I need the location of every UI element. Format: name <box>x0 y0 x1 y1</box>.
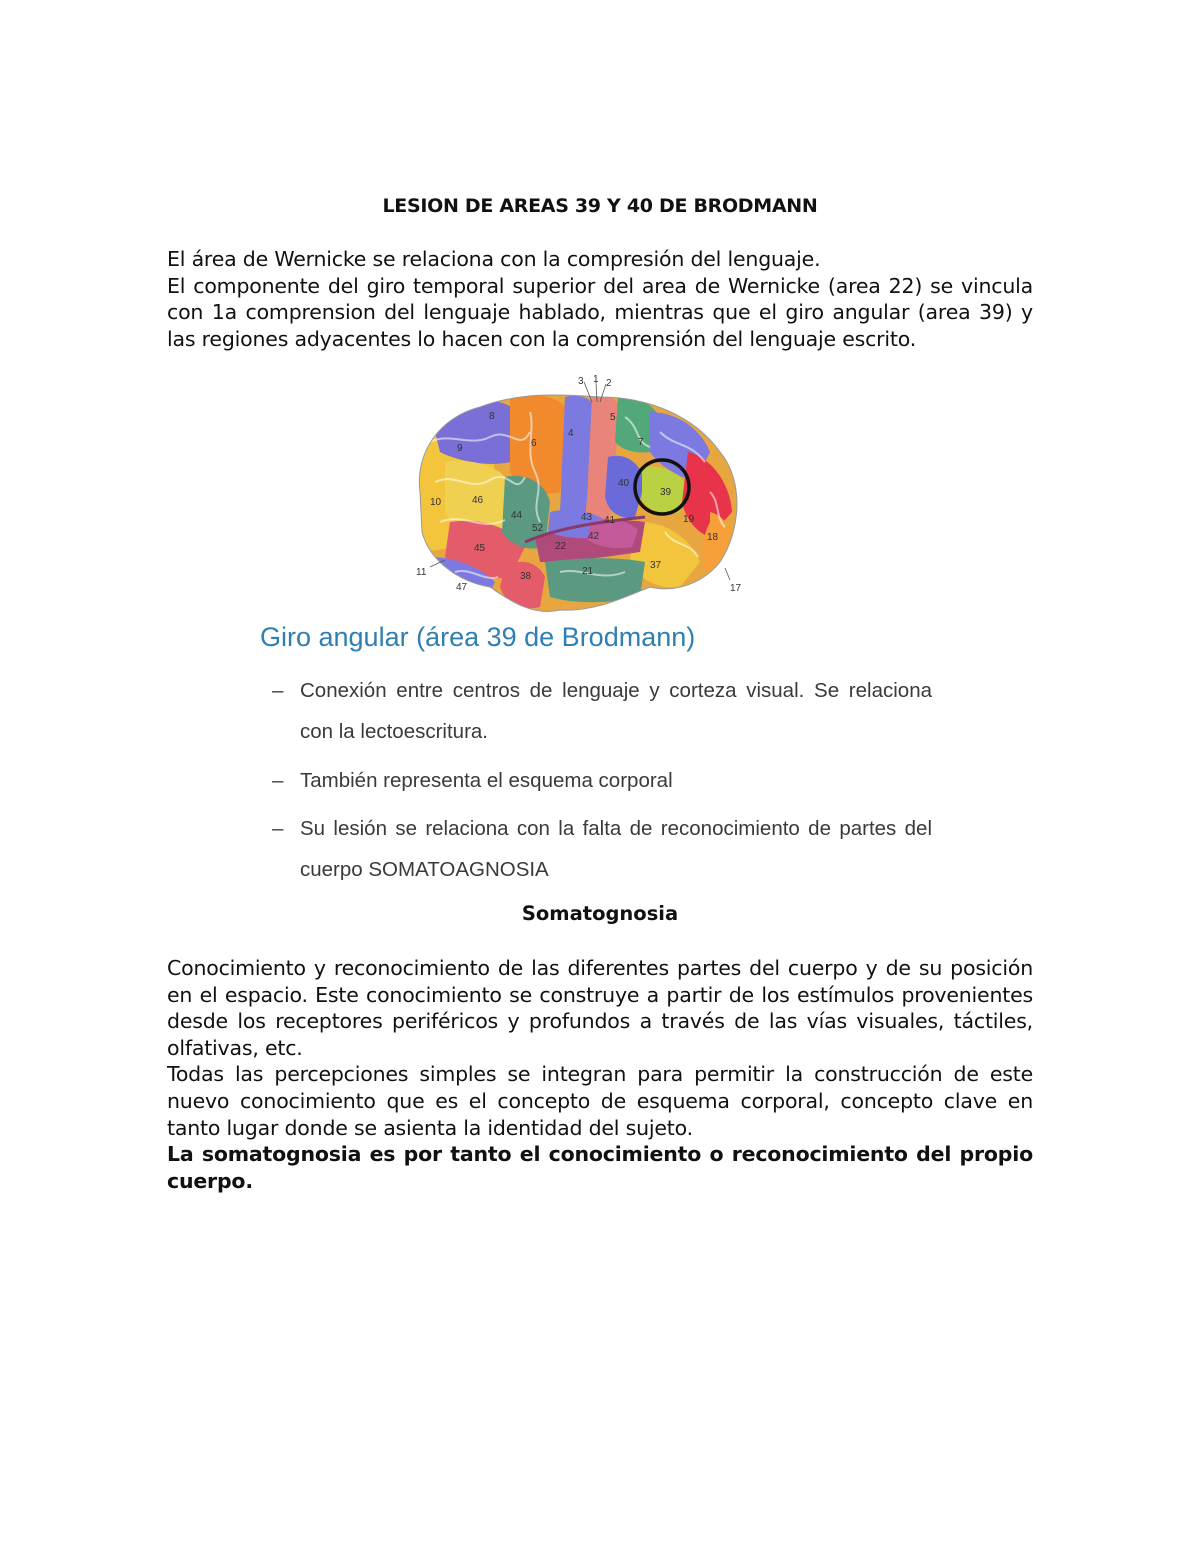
label-area-22: 22 <box>555 541 567 552</box>
label-area-5: 5 <box>610 412 616 423</box>
label-area-4: 4 <box>568 428 574 439</box>
label-area-46: 46 <box>472 495 484 506</box>
label-area-39: 39 <box>660 487 672 498</box>
label-area-38: 38 <box>520 571 532 582</box>
figure-caption: Giro angular (área 39 de Brodmann) <box>260 622 696 652</box>
label-area-17: 17 <box>730 583 742 594</box>
label-area-11: 11 <box>416 567 427 578</box>
intro-paragraph: El componente del giro temporal superior del area de Wernicke (area 22) se vincula con 1a comprension del lenguaje hablado, mientras que el giro angular (area 39) y las regiones adyacentes lo hacen con la comprensión del lenguaje escrito. <box>167 273 1033 351</box>
bullet-text: Conexión entre centros de lenguaje y corteza visual. Se relaciona con la lectoescritura. <box>300 679 932 743</box>
bullet-dash: – <box>272 679 284 702</box>
label-area-18: 18 <box>707 532 719 543</box>
label-area-41: 41 <box>604 515 616 526</box>
intro-line: El área de Wernicke se relaciona con la compresión del lenguaje. <box>167 247 821 271</box>
bullet-dash: – <box>272 769 284 792</box>
bullet-text: También representa el esquema corporal <box>300 769 673 792</box>
bullet-dash: – <box>272 817 284 840</box>
label-area-45: 45 <box>474 543 486 554</box>
label-area-8: 8 <box>489 411 495 422</box>
label-area-9: 9 <box>457 443 463 454</box>
label-area-52: 52 <box>532 523 544 534</box>
section-paragraph-bold: La somatognosia es por tanto el conocimiento o reconocimiento del propio cuerpo. <box>167 1142 1033 1193</box>
section-heading: Somatognosia <box>521 902 679 925</box>
bullet-text: Su lesión se relaciona con la falta de reconocimiento de partes del cuerpo SOMATOAGNOSIA <box>300 817 932 881</box>
label-area-1: 1 <box>593 374 599 385</box>
label-area-47: 47 <box>456 582 468 593</box>
label-area-10: 10 <box>430 497 442 508</box>
section-paragraph-2: Todas las percepciones simples se integran para permitir la construcción de este nuevo conocimiento que es el concepto de esquema corporal, concepto clave en tanto lugar donde se asienta la identidad del sujeto. <box>167 1062 1033 1140</box>
label-area-2: 2 <box>606 378 612 389</box>
brodmann-brain-figure <box>410 372 750 617</box>
label-area-21: 21 <box>582 566 594 577</box>
region-area-38 <box>500 562 545 609</box>
label-area-42: 42 <box>588 531 600 542</box>
label-area-44: 44 <box>511 510 523 521</box>
section-paragraph-1: Conocimiento y reconocimiento de las diferentes partes del cuerpo y de su posición en el espacio. Este conocimiento se construye a partir de los estímulos provenientes desde los receptores periféricos y profundos a través de las vías visuales, táctiles, olfativas, etc. <box>167 956 1033 1060</box>
document-title: LESION DE AREAS 39 Y 40 DE BRODMANN <box>382 195 818 217</box>
label-area-40: 40 <box>618 478 630 489</box>
label-area-19: 19 <box>683 514 695 525</box>
label-area-7: 7 <box>638 437 644 448</box>
label-area-37: 37 <box>650 560 662 571</box>
label-area-43: 43 <box>581 512 593 523</box>
label-area-6: 6 <box>531 438 537 449</box>
label-area-3: 3 <box>578 376 584 387</box>
